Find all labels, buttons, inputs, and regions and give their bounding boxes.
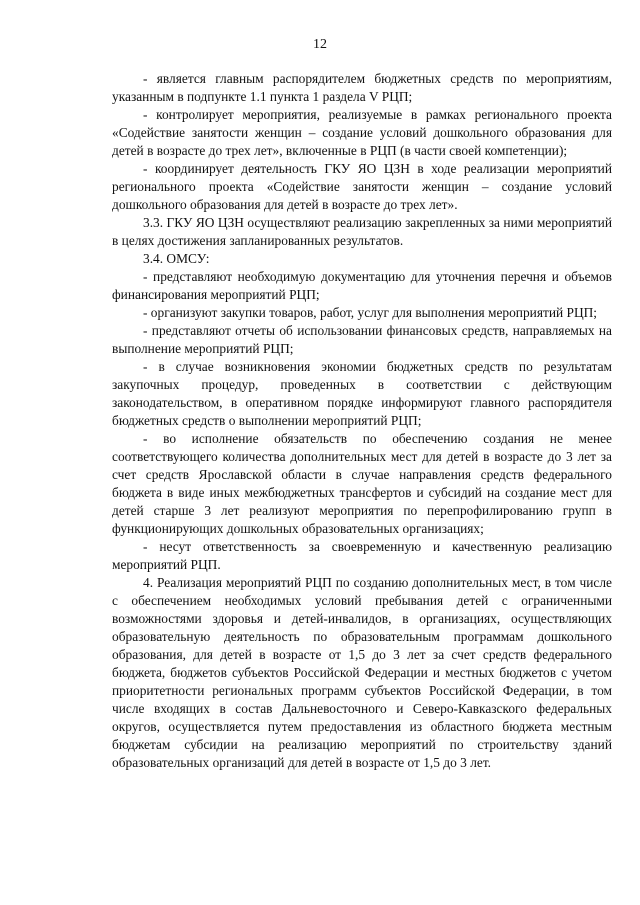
paragraph-4: 4. Реализация мероприятий РЦП по созданию дополнительных мест, в том числе с обеспечением необходимых условий пребывания детей с ограниченными возможностями здоровья и детей-инвалидов, в организациях, осуществляющих образовательную деятельность по образовательным программам дошкольного образования, для детей в возрасте от 1,5 до 3 лет за счет средств федерального бюджета, бюджетов субъектов Российской Федерации и местных бюджетов с учетом приоритетности региональных программ субъектов Российской Федерации, в том числе входящих в состав Дальневосточного и Северо-Кавказского федеральных округов, осуществляется путем предоставления из областного бюджета местным бюджетам субсидии на реализацию мероприятий по строительству зданий образовательных организаций для детей в возрасте от 1,5 до 3 лет. <box>112 575 612 770</box>
paragraph-omsu-responsibility: - несут ответственность за своевременную и качественную реализацию мероприятий РЦП. <box>112 539 612 572</box>
paragraph-3-4-heading: 3.4. ОМСУ: <box>143 251 210 266</box>
paragraph-3-3: 3.3. ГКУ ЯО ЦЗН осуществляют реализацию закрепленных за ними мероприятий в целях достижения запланированных результатов. <box>112 215 612 248</box>
paragraph-omsu-documentation: - представляют необходимую документацию для уточнения перечня и объемов финансирования мероприятий РЦП; <box>112 269 612 302</box>
paragraph-omsu-obligations: - во исполнение обязательств по обеспечению создания не менее соответствующего количества дополнительных мест для детей в возрасте до 3 лет за счет средств Ярославской области в случае направления средств федерального бюджета в виде иных межбюджетных трансфертов и субсидий на создание мест для детей старше 3 лет реализуют мероприятия по перепрофилированию групп в функционирующих дошкольных образовательных организациях; <box>112 431 612 536</box>
paragraph-main-distributor: - является главным распорядителем бюджетных средств по мероприятиям, указанным в подпункте 1.1 пункта 1 раздела V РЦП; <box>112 71 612 104</box>
paragraph-coordinates-czn: - координирует деятельность ГКУ ЯО ЦЗН в ходе реализации мероприятий регионального проекта «Содействие занятости женщин – создание условий дошкольного образования для детей в возрасте до трех лет». <box>112 161 612 212</box>
paragraph-controls-project: - контролирует мероприятия, реализуемые в рамках регионального проекта «Содействие занятости женщин – создание условий дошкольного образования для детей в возрасте до трех лет», включенные в РЦП (в части своей компетенции); <box>112 107 612 158</box>
paragraph-omsu-reports: - представляют отчеты об использовании финансовых средств, направляемых на выполнение мероприятий РЦП; <box>112 323 612 356</box>
paragraph-omsu-savings: - в случае возникновения экономии бюджетных средств по результатам закупочных процедур, проведенных в соответствии с действующим законодательством, в оперативном порядке информируют главного распорядителя бюджетных средств о выполнении мероприятий РЦП; <box>112 359 612 428</box>
document-body <box>112 70 612 772</box>
paragraph-omsu-procurement: - организуют закупки товаров, работ, услуг для выполнения мероприятий РЦП; <box>143 305 598 320</box>
page-number: 12 <box>313 37 327 52</box>
